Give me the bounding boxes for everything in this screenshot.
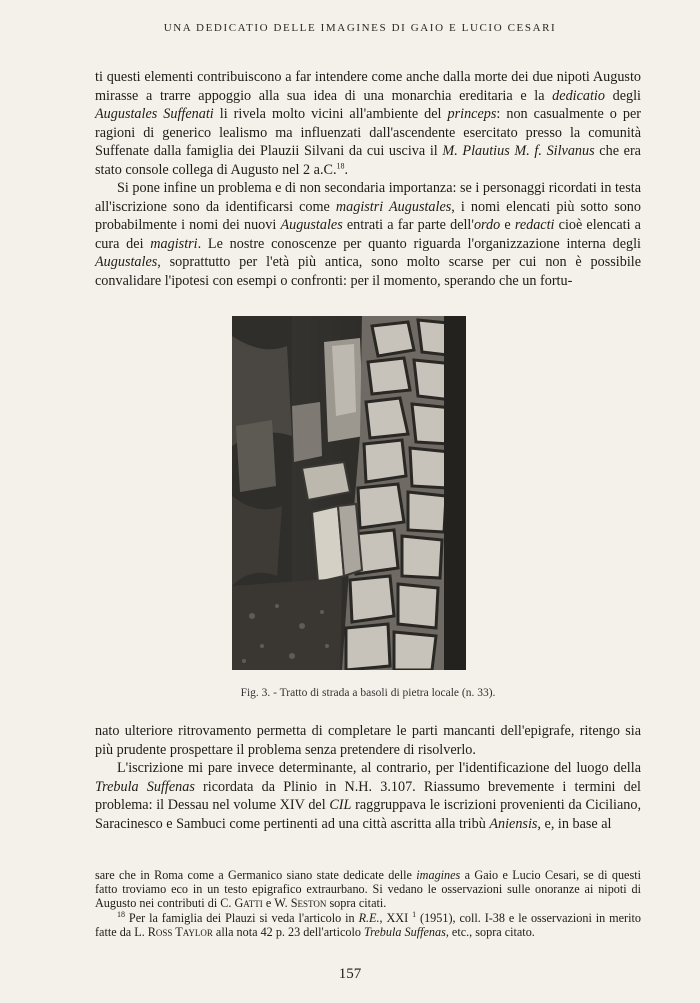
footnotes (95, 868, 641, 939)
paragraph-augusto-dedicatio: ti questi elementi contribuiscono a far intendere come anche dalla morte dei due nipoti Augusto mirasse a trarre appoggio alla sua idea di una monarchia ereditaria e la dedicatio degli Augustales Suffenati li rivela molto vicini all'ambiente del princeps: non casualmente o per ragioni di generico lealismo ma influenzati dall'ascendente esercitato presso la comunità Suffenate dalla famiglia dei Plauzii Silvani da cui usciva il M. Plautius M. f. Silvanus che era stato console collega di Augusto nel 2 a.C.$^{18}$. (95, 69, 641, 178)
paragraph-magistri-augustales: Si pone infine un problema e di non secondaria importanza: se i personaggi ricordati in testa all'iscrizione sono da identificarsi come magistri Augustales, i nomi elencati più sotto sono probabilmente i nomi dei nuovi Augustales entrati a far parte dell'ordo e redacti cioè elencati a cura dei magistri. Le nostre conoscenze per quanto riguarda l'organizzazione interna degli Augustales, soprattutto per l'età più antica, sono molto scarse per cui non è possibile convalidare l'ipotesi con esempi o confronti: per il momento, sperando che un fortu- (95, 180, 641, 289)
footnote-number: 18 (117, 909, 125, 919)
body-text-top (95, 68, 641, 290)
body-text-bottom (95, 722, 641, 833)
road-photo-image (232, 316, 466, 670)
road-photograph (232, 316, 466, 670)
page-number: 157 (338, 966, 362, 982)
running-head: UNA DEDICATIO DELLE IMAGINES DI GAIO E LUCIO CESARI (163, 22, 557, 34)
footnote-18: $^{18}$ Per la famiglia dei Plauzi si veda l'articolo in R.E., XXI $^1$ (1951), coll. I-38 e le osservazioni in merito fatte da L. Ross Taylor alla nota 42 p. 23 dell'articolo Trebula Suffenas, etc., sopra citato. (95, 909, 641, 939)
footnote-continuation: sare che in Roma come a Germanico siano state dedicate delle imagines a Gaio e Lucio Cesari, se di questi fatto troviamo eco in un testo epigrafico extraurbano. Si vedano le osservazioni sulle onoranze ai nipoti di Augusto nei contributi di C. Gatti e W. Seston sopra citati. (95, 868, 641, 911)
footnote-ref-18: 18 (336, 160, 345, 170)
paragraph-ritrovamento: nato ulteriore ritrovamento permetta di completare le parti mancanti dell'epigrafe, ritengo sia più prudente prospettare il problema senza pretendere di risolverlo. (95, 723, 641, 758)
figure-caption: Fig. 3. - Tratto di strada a basoli di pietra locale (n. 33). (240, 687, 496, 699)
paragraph-trebula-suffenas: L'iscrizione mi pare invece determinante, al contrario, per l'identificazione del luogo della Trebula Suffenas ricordata da Plinio in N.H. 3.107. Riassumo brevemente i termini del problema: il Dessau nel volume XIV del CIL raggruppava le iscrizioni provenienti da Ciciliano, Saracinesco e Sambuci come pertinenti ad una città ascritta alla tribù Aniensis, e, in base al (95, 760, 642, 832)
